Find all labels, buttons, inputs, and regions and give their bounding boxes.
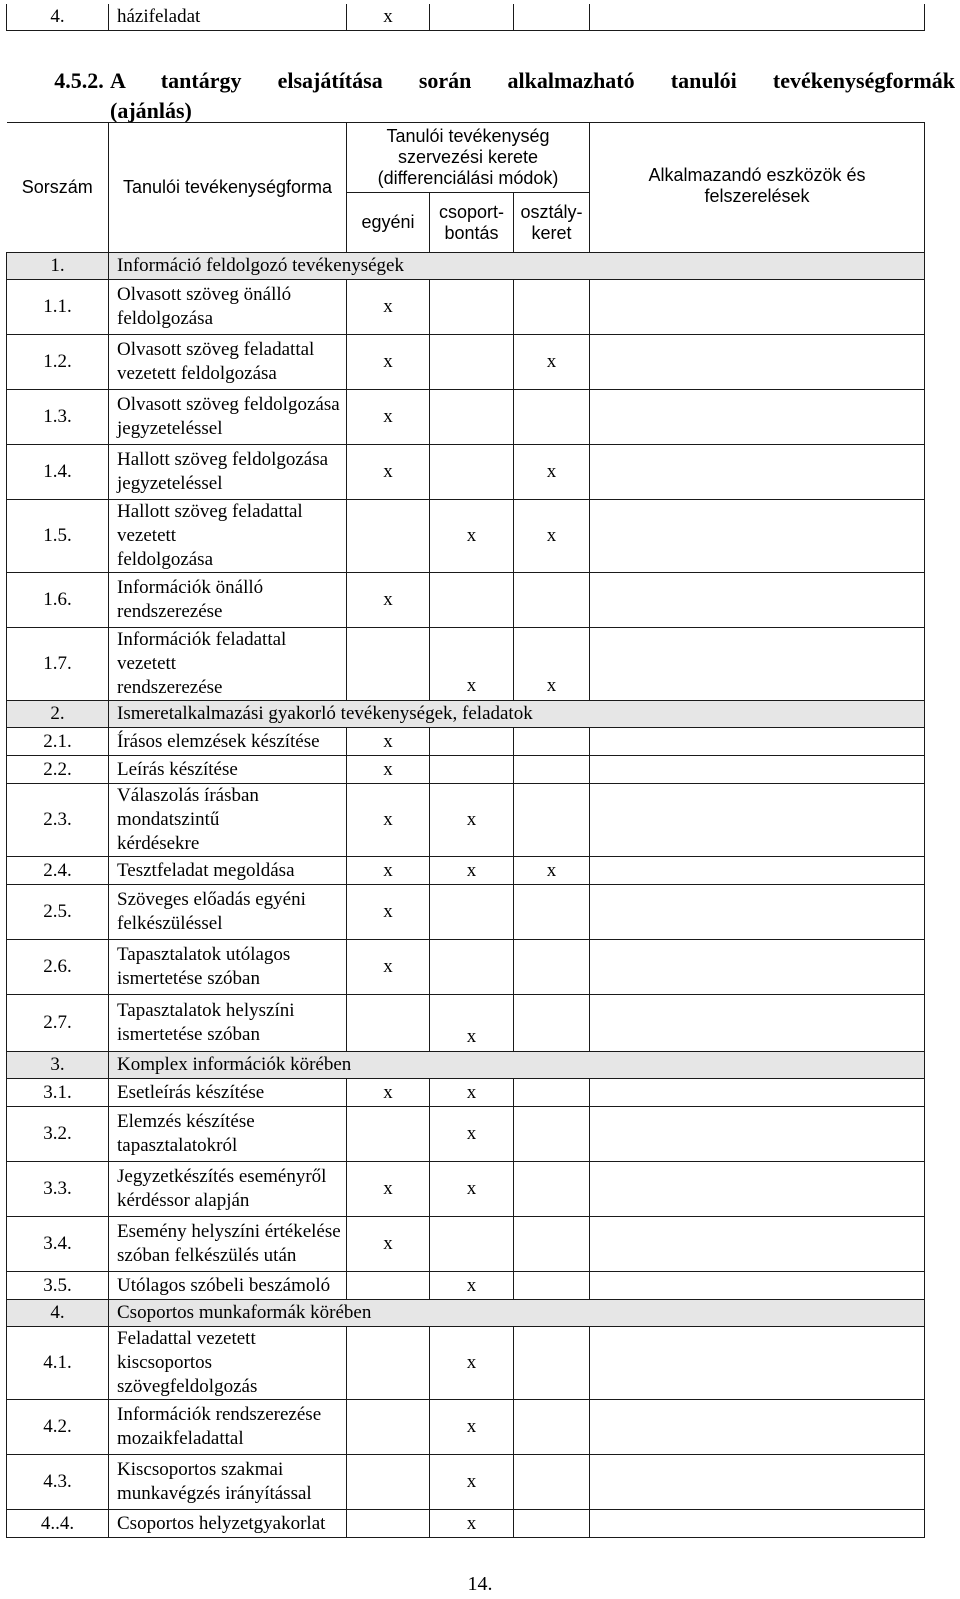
mark-egyeni — [347, 1107, 430, 1162]
row-number: 2.5. — [7, 885, 109, 940]
activity-label: házifeladat — [109, 4, 347, 31]
category-row — [7, 1300, 925, 1327]
header-eszkozok-line1: Alkalmazandó eszközök és — [648, 165, 866, 185]
mark-csoport: x — [430, 500, 514, 573]
activity-label — [109, 1217, 347, 1272]
table-row — [7, 335, 925, 390]
mark-egyeni: x — [347, 1217, 430, 1272]
activity-label — [109, 1400, 347, 1455]
row-number: 4.3. — [7, 1455, 109, 1510]
mark-csoport: x — [430, 1079, 514, 1107]
mark-egyeni: x — [347, 1079, 430, 1107]
activity-line1: Olvasott szöveg feldolgozása — [117, 394, 340, 415]
activity-line1: Olvasott szöveg önálló — [117, 284, 292, 305]
table-row — [7, 573, 925, 628]
mark-egyeni: x — [347, 1162, 430, 1217]
table-row — [7, 280, 925, 335]
category-title: Ismeretalkalmazási gyakorló tevékenységek, feladatok — [109, 701, 925, 728]
activity-line1: Hallott szöveg feldolgozása — [117, 449, 329, 470]
mark-egyeni — [347, 1327, 430, 1400]
eszkoz-cell — [590, 1455, 925, 1510]
row-number: 2.1. — [7, 728, 109, 756]
activity-line2: jegyzeteléssel — [117, 418, 223, 439]
eszkoz-cell — [590, 1079, 925, 1107]
activity-line2: kérdésekre — [117, 833, 200, 854]
row-number: 2.4. — [7, 857, 109, 885]
mark-egyeni — [347, 1272, 430, 1300]
header-osztalykeret — [514, 193, 590, 253]
header-csoportbontas — [430, 193, 514, 253]
row-number: 4. — [7, 4, 109, 31]
category-title: Komplex információk körében — [109, 1052, 925, 1079]
activity-line1: Utólagos szóbeli beszámoló — [117, 1274, 331, 1296]
table-row — [7, 628, 925, 701]
eszkoz-cell — [590, 940, 925, 995]
activity-line1: Tapasztalatok helyszíni — [117, 1000, 295, 1021]
mark-osztaly — [514, 1272, 590, 1300]
activity-line1: Feladattal vezetett kiscsoportos — [117, 1328, 256, 1373]
table-row — [7, 1455, 925, 1510]
mark-egyeni — [347, 995, 430, 1052]
category-title: Csoportos munkaformák körében — [109, 1300, 925, 1327]
mark-egyeni — [347, 1455, 430, 1510]
activity-line2: mozaikfeladattal — [117, 1428, 244, 1449]
mark-csoport: x — [430, 857, 514, 885]
mark-osztaly: x — [514, 500, 590, 573]
mark-osztaly — [514, 784, 590, 857]
category-number: 4. — [7, 1300, 109, 1327]
eszkoz-cell — [590, 885, 925, 940]
table-row — [7, 1327, 925, 1400]
table-row — [7, 756, 925, 784]
activity-line2: feldolgozása — [117, 308, 214, 329]
category-row — [7, 701, 925, 728]
activity-line2: feldolgozása — [117, 549, 214, 570]
activity-line2: jegyzeteléssel — [117, 473, 223, 494]
table-row — [7, 1272, 925, 1300]
activity-label — [109, 335, 347, 390]
activity-label — [109, 628, 347, 701]
activity-label — [109, 756, 347, 784]
mark-csoport: x — [430, 784, 514, 857]
eszkoz-cell — [590, 995, 925, 1052]
header-csoport-line1: csoport- — [438, 201, 505, 222]
activity-line1: Tesztfeladat megoldása — [117, 859, 295, 881]
activity-line2: szövegfeldolgozás — [117, 1376, 258, 1397]
eszkoz-cell — [590, 784, 925, 857]
eszkoz-cell — [590, 280, 925, 335]
table-row — [7, 1217, 925, 1272]
mark-egyeni: x — [347, 940, 430, 995]
mark-osztaly — [514, 280, 590, 335]
mark-csoport — [430, 445, 514, 500]
mark-csoport: x — [430, 1400, 514, 1455]
mark-osztaly — [514, 1107, 590, 1162]
eszkoz-cell — [590, 1327, 925, 1400]
header-csoport-line2: bontás — [444, 222, 499, 243]
mark-osztaly: x — [514, 335, 590, 390]
row-number: 2.3. — [7, 784, 109, 857]
mark-csoport — [430, 335, 514, 390]
eszkoz-cell — [590, 4, 925, 31]
activity-label — [109, 728, 347, 756]
row-number: 1.2. — [7, 335, 109, 390]
header-eszkozok — [590, 123, 925, 253]
header-szervezesi-line2: szervezési kerete — [397, 147, 539, 167]
row-number: 3.4. — [7, 1217, 109, 1272]
activity-label — [109, 995, 347, 1052]
activity-line1: Esetleírás készítése — [117, 1081, 265, 1103]
eszkoz-cell — [590, 500, 925, 573]
row-number: 3.2. — [7, 1107, 109, 1162]
header-tevekenysegforma: Tanulói tevékenységforma — [109, 123, 347, 253]
eszkoz-cell — [590, 573, 925, 628]
eszkoz-cell — [590, 445, 925, 500]
mark-egyeni: x — [347, 885, 430, 940]
activity-label — [109, 500, 347, 573]
mark-osztaly — [514, 995, 590, 1052]
mark-osztaly — [514, 4, 590, 31]
mark-csoport — [430, 885, 514, 940]
row-number: 4.2. — [7, 1400, 109, 1455]
mark-osztaly — [514, 573, 590, 628]
header-szervezesi-line3: (differenciálási módok) — [377, 168, 559, 188]
activity-label — [109, 1327, 347, 1400]
mark-osztaly — [514, 885, 590, 940]
mark-csoport — [430, 728, 514, 756]
eszkoz-cell — [590, 1107, 925, 1162]
mark-osztaly: x — [514, 445, 590, 500]
mark-csoport: x — [430, 1162, 514, 1217]
activity-line2: ismertetése szóban — [117, 1024, 260, 1045]
table-row — [7, 4, 925, 31]
previous-table-tail — [6, 4, 925, 31]
activity-label — [109, 1510, 347, 1538]
row-number: 1.1. — [7, 280, 109, 335]
activity-line2: kérdéssor alapján — [117, 1190, 250, 1211]
activity-label — [109, 885, 347, 940]
activity-line2: tapasztalatokról — [117, 1135, 238, 1156]
activity-line2: munkavégzés irányítással — [117, 1483, 312, 1504]
activity-line1: Elemzés készítése — [117, 1111, 255, 1132]
row-number: 1.3. — [7, 390, 109, 445]
mark-egyeni: x — [347, 280, 430, 335]
activity-line1: Csoportos helyzetgyakorlat — [117, 1512, 326, 1534]
table-row — [7, 1162, 925, 1217]
activity-label — [109, 390, 347, 445]
mark-osztaly — [514, 1400, 590, 1455]
header-szervezesi-line1: Tanulói tevékenység — [386, 126, 550, 146]
mark-osztaly — [514, 1327, 590, 1400]
eszkoz-cell — [590, 390, 925, 445]
table-row — [7, 995, 925, 1052]
activity-label — [109, 857, 347, 885]
mark-csoport: x — [430, 1272, 514, 1300]
mark-osztaly — [514, 1510, 590, 1538]
mark-osztaly — [514, 1079, 590, 1107]
row-number: 3.1. — [7, 1079, 109, 1107]
mark-egyeni: x — [347, 335, 430, 390]
eszkoz-cell — [590, 728, 925, 756]
row-number: 4.1. — [7, 1327, 109, 1400]
mark-osztaly: x — [514, 857, 590, 885]
activity-line2: felkészüléssel — [117, 913, 223, 934]
mark-csoport — [430, 1217, 514, 1272]
mark-csoport: x — [430, 1455, 514, 1510]
activity-line1: Esemény helyszíni értékelése — [117, 1221, 341, 1242]
category-number: 2. — [7, 701, 109, 728]
activity-line1: Jegyzetkészítés eseményről — [117, 1166, 327, 1187]
category-row — [7, 253, 925, 280]
mark-egyeni: x — [347, 756, 430, 784]
mark-csoport — [430, 573, 514, 628]
activity-line1: Válaszolás írásban mondatszintű — [117, 785, 259, 830]
category-title: Információ feldolgozó tevékenységek — [109, 253, 925, 280]
table-row — [7, 500, 925, 573]
mark-csoport — [430, 756, 514, 784]
table-row — [7, 885, 925, 940]
row-number: 3.3. — [7, 1162, 109, 1217]
mark-osztaly: x — [514, 628, 590, 701]
mark-egyeni: x — [347, 857, 430, 885]
table-row — [7, 857, 925, 885]
mark-egyeni: x — [347, 784, 430, 857]
activity-line2: rendszerezése — [117, 677, 223, 698]
mark-osztaly — [514, 390, 590, 445]
mark-egyeni — [347, 628, 430, 701]
activity-line1: Információk rendszerezése — [117, 1404, 322, 1425]
eszkoz-cell — [590, 1162, 925, 1217]
mark-csoport — [430, 280, 514, 335]
section-title: A tantárgy elsajátítása során alkalmazható tanulói tevékenységformák — [110, 68, 955, 93]
mark-egyeni: x — [347, 728, 430, 756]
eszkoz-cell — [590, 628, 925, 701]
activity-label — [109, 784, 347, 857]
mark-osztaly — [514, 1217, 590, 1272]
eszkoz-cell — [590, 1400, 925, 1455]
table-body — [7, 253, 925, 1538]
activity-line1: Hallott szöveg feladattal vezetett — [117, 501, 303, 546]
activity-label — [109, 1107, 347, 1162]
mark-csoport: x — [430, 995, 514, 1052]
section-title-continuation: (ajánlás) — [110, 98, 192, 123]
row-number: 3.5. — [7, 1272, 109, 1300]
activity-label — [109, 1162, 347, 1217]
activity-line1: Írásos elemzések készítése — [117, 730, 320, 752]
mark-egyeni: x — [347, 390, 430, 445]
table-row — [7, 728, 925, 756]
row-number: 4..4. — [7, 1510, 109, 1538]
row-number: 1.5. — [7, 500, 109, 573]
row-number: 1.4. — [7, 445, 109, 500]
header-row — [7, 123, 925, 193]
activity-label — [109, 1272, 347, 1300]
activity-line2: vezetett feldolgozása — [117, 363, 277, 384]
header-osztaly-line1: osztály- — [520, 201, 583, 222]
activity-line2: szóban felkészülés után — [117, 1245, 297, 1266]
activity-line1: Információk önálló — [117, 577, 264, 598]
mark-csoport — [430, 390, 514, 445]
mark-egyeni: x — [347, 4, 430, 31]
page-number: 14. — [467, 1573, 493, 1595]
mark-egyeni — [347, 500, 430, 573]
mark-csoport: x — [430, 628, 514, 701]
activity-line1: Tapasztalatok utólagos — [117, 944, 291, 965]
mark-egyeni: x — [347, 573, 430, 628]
eszkoz-cell — [590, 756, 925, 784]
activity-line1: Leírás készítése — [117, 758, 238, 780]
header-egyeni: egyéni — [347, 193, 430, 253]
activity-line1: Olvasott szöveg feladattal — [117, 339, 315, 360]
activity-label — [109, 1079, 347, 1107]
row-number: 1.6. — [7, 573, 109, 628]
header-osztaly-line2: keret — [531, 222, 572, 243]
table-row — [7, 1079, 925, 1107]
category-number: 1. — [7, 253, 109, 280]
activity-label — [109, 573, 347, 628]
mark-csoport: x — [430, 1107, 514, 1162]
mark-osztaly — [514, 756, 590, 784]
row-number: 1.7. — [7, 628, 109, 701]
mark-osztaly — [514, 940, 590, 995]
activity-label — [109, 280, 347, 335]
eszkoz-cell — [590, 335, 925, 390]
eszkoz-cell — [590, 1272, 925, 1300]
mark-csoport — [430, 940, 514, 995]
table-row — [7, 1510, 925, 1538]
activity-line2: ismertetése szóban — [117, 968, 260, 989]
section-heading — [48, 66, 958, 126]
category-row — [7, 1052, 925, 1079]
activity-line2: rendszerezése — [117, 601, 223, 622]
mark-egyeni: x — [347, 445, 430, 500]
row-number: 2.7. — [7, 995, 109, 1052]
table-row — [7, 1107, 925, 1162]
section-number: 4.5.2. — [54, 68, 104, 93]
activity-label — [109, 940, 347, 995]
table-row — [7, 390, 925, 445]
header-eszkozok-line2: felszerelések — [704, 186, 810, 206]
row-number: 2.2. — [7, 756, 109, 784]
activity-forms-table — [6, 122, 925, 1538]
activity-line1: Szöveges előadás egyéni — [117, 889, 306, 910]
table-row — [7, 784, 925, 857]
activity-line1: Kiscsoportos szakmai — [117, 1459, 284, 1480]
mark-csoport: x — [430, 1327, 514, 1400]
mark-osztaly — [514, 1162, 590, 1217]
mark-osztaly — [514, 1455, 590, 1510]
row-number: 2.6. — [7, 940, 109, 995]
activity-label — [109, 1455, 347, 1510]
table-row — [7, 445, 925, 500]
activity-label — [109, 445, 347, 500]
eszkoz-cell — [590, 1510, 925, 1538]
eszkoz-cell — [590, 1217, 925, 1272]
category-number: 3. — [7, 1052, 109, 1079]
mark-egyeni — [347, 1510, 430, 1538]
table-row — [7, 940, 925, 995]
mark-csoport: x — [430, 1510, 514, 1538]
header-szervezesi-keret — [347, 123, 590, 193]
mark-csoport — [430, 4, 514, 31]
mark-osztaly — [514, 728, 590, 756]
mark-egyeni — [347, 1400, 430, 1455]
eszkoz-cell — [590, 857, 925, 885]
activity-line1: Információk feladattal vezetett — [117, 629, 287, 674]
table-row — [7, 1400, 925, 1455]
header-sorszam: Sorszám — [7, 123, 109, 253]
